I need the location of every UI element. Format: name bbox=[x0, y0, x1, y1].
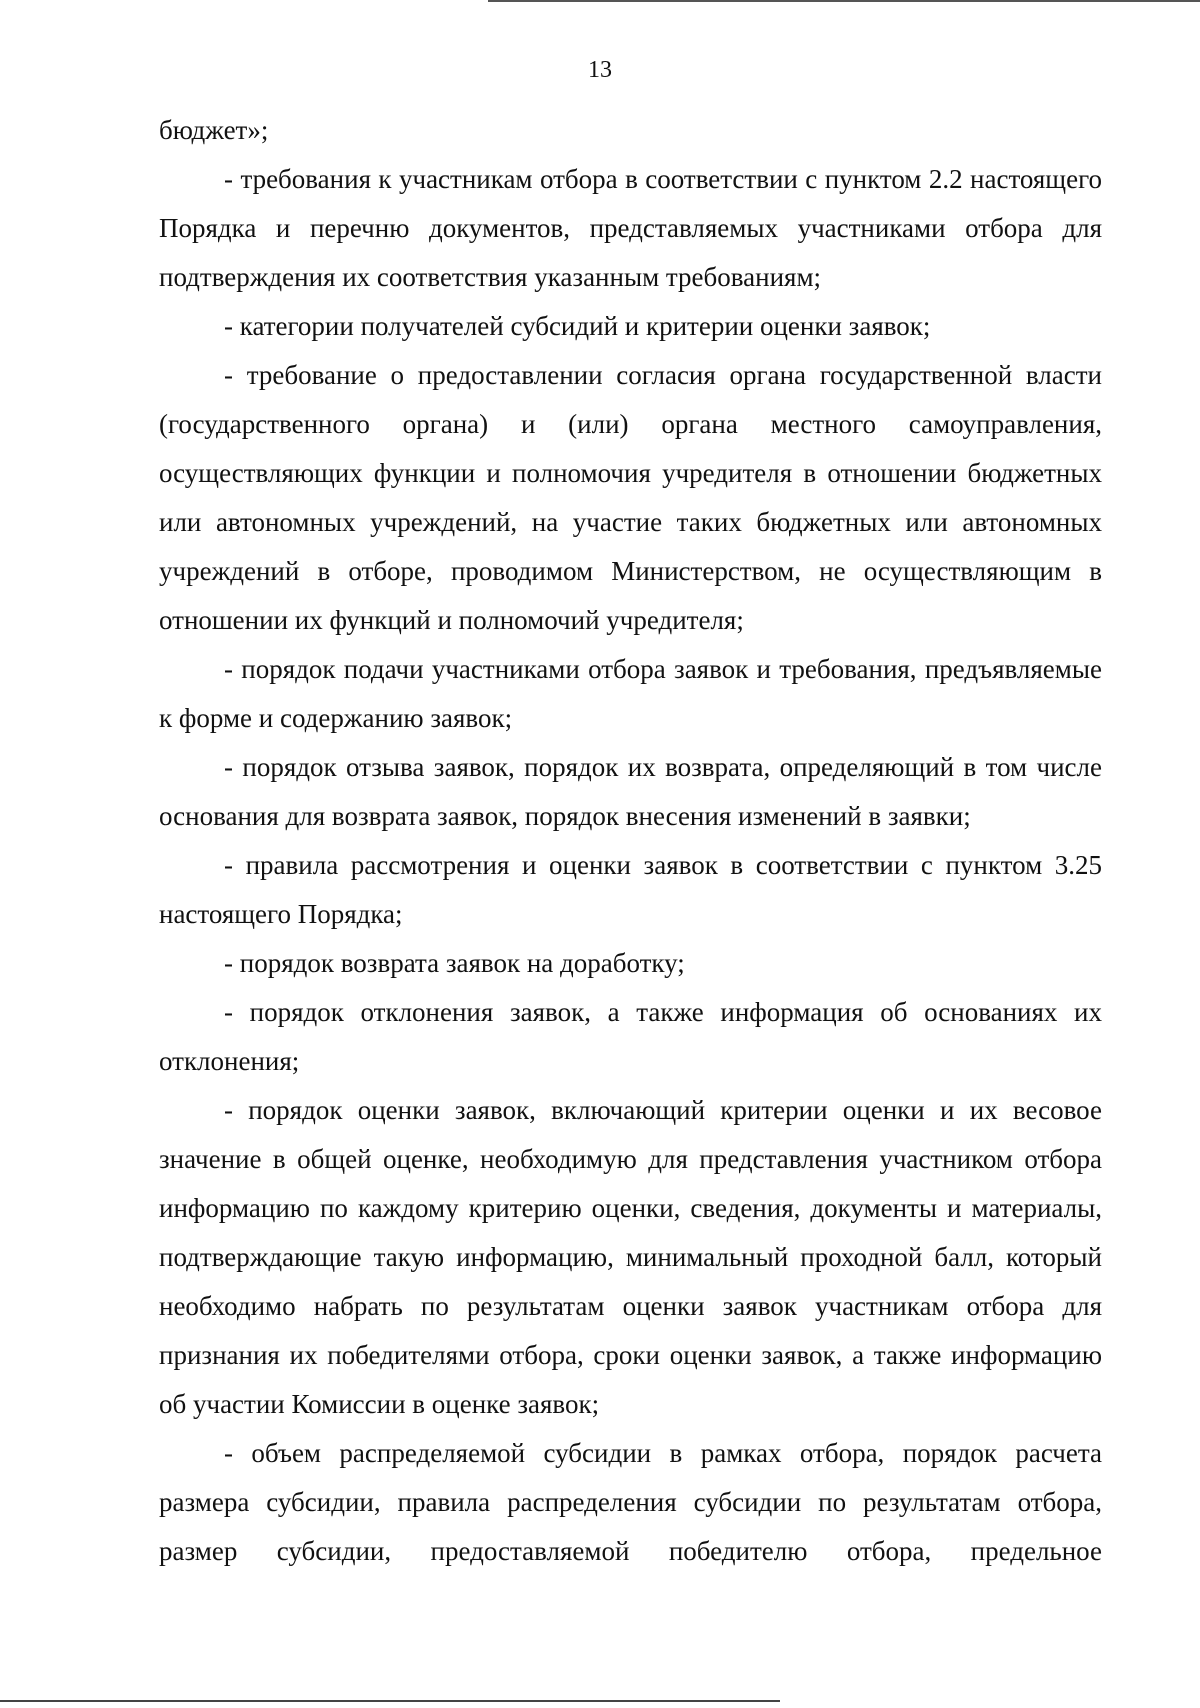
paragraph-rejection-procedure: - порядок отклонения заявок, а также информация об основаниях их отклонения; bbox=[159, 997, 1102, 1076]
paragraph-submission-procedure: - порядок подачи участниками отбора заявок и требования, предъявляемые к форме и содержанию заявок; bbox=[159, 654, 1102, 733]
paragraph-recipient-categories: - категории получателей субсидий и критерии оценки заявок; bbox=[224, 311, 931, 341]
paragraph-review-rules: - правила рассмотрения и оценки заявок в соответствии с пунктом 3.25 настоящего Порядка; bbox=[159, 850, 1102, 929]
scan-edge-bottom bbox=[0, 1700, 780, 1702]
paragraph-withdrawal-procedure: - порядок отзыва заявок, порядок их возврата, определяющий в том числе основания для возврата заявок, порядок внесения изменений в заявки; bbox=[159, 752, 1102, 831]
scan-edge-top bbox=[488, 0, 1200, 2]
paragraph-evaluation-procedure: - порядок оценки заявок, включающий критерии оценки и их весовое значение в общей оценке, необходимую для представления участником отбора информацию по каждому критерию оценки, сведения, документы и материалы, подтверждающие такую информацию, минимальный проходной балл, который необходимо набрать по результатам оценки заявок участникам отбора для признания их победителями отбора, сроки оценки заявок, а также информацию об участии Комиссии в оценке заявок; bbox=[159, 1095, 1102, 1419]
page-number: 13 bbox=[588, 57, 612, 83]
paragraph-subsidy-volume: - объем распределяемой субсидии в рамках отбора, порядок расчета размера субсидии, правила распределения субсидии по результатам отбора, размер субсидии, предоставляемой победителю отбора, предельное bbox=[159, 1438, 1102, 1566]
paragraph-consent-requirement: - требование о предоставлении согласия органа государственной власти (государственного органа) и (или) органа местного самоуправления, осуществляющих функции и полномочия учредителя в отношении бюджетных или автономных учреждений, на участие таких бюджетных или автономных учреждений в отборе, проводимом Министерством, не осуществляющим в отношении их функций и полномочий учредителя; bbox=[159, 360, 1102, 635]
paragraph-participant-requirements: - требования к участникам отбора в соответствии с пунктом 2.2 настоящего Порядка и перечню документов, представляемых участниками отбора для подтверждения их соответствия указанным требованиям; bbox=[159, 164, 1102, 292]
document-body bbox=[159, 106, 1102, 1576]
paragraph-return-for-revision: - порядок возврата заявок на доработку; bbox=[224, 948, 685, 978]
paragraph-budget-end: бюджет»; bbox=[159, 115, 269, 145]
